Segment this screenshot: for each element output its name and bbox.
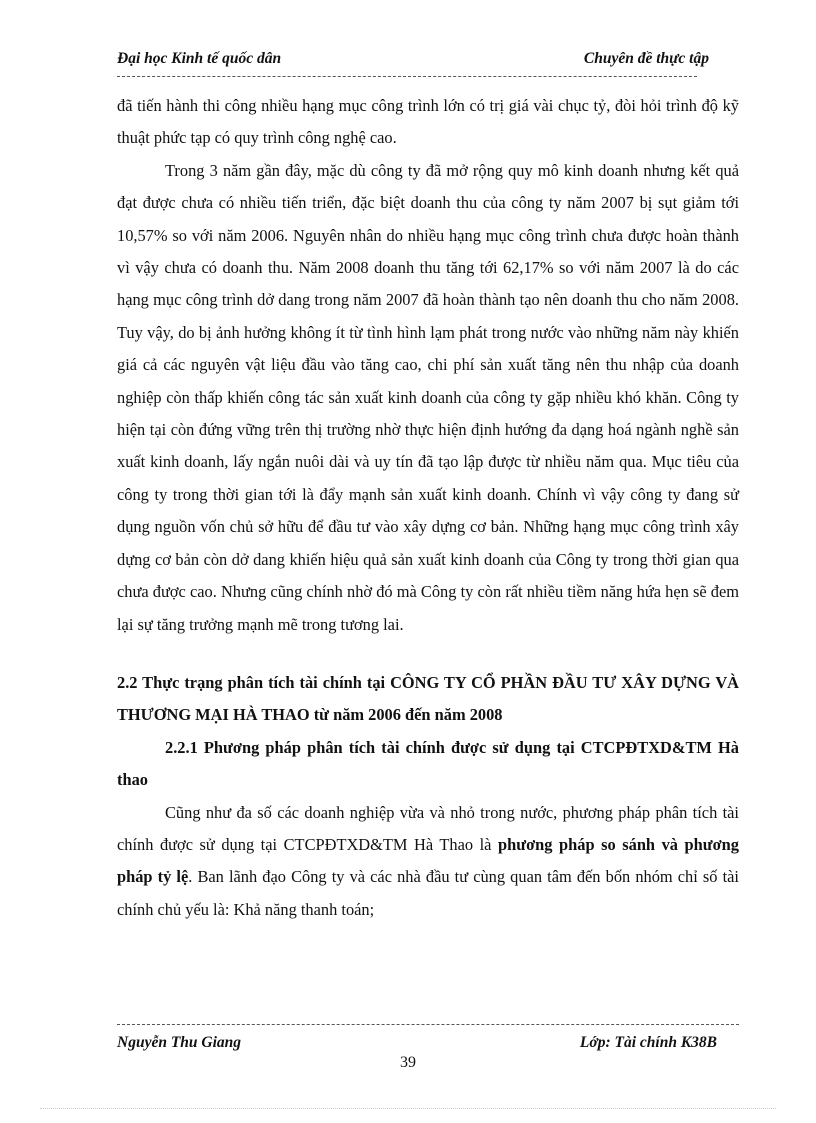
- page-body: [117, 90, 739, 926]
- paragraph-method-text-2: . Ban lãnh đạo Công ty và các nhà đầu tư cùng quan tâm đến bốn nhóm chỉ số tài chính chủ yếu là: Khả năng thanh toán;: [117, 867, 739, 919]
- page-bottom-edge: [40, 1108, 776, 1109]
- paragraph-method: [117, 797, 739, 927]
- page-footer: [117, 1034, 717, 1056]
- header-divider: [117, 76, 697, 77]
- header-university: Đại học Kinh tế quốc dân: [117, 50, 282, 67]
- page-number: 39: [400, 1054, 416, 1071]
- footer-class: Lớp: Tài chính K38B: [579, 1034, 717, 1051]
- footer-divider: [117, 1024, 739, 1025]
- subsection-heading: 2.2.1 Phương pháp phân tích tài chính được sử dụng tại CTCPĐTXD&TM Hà thao: [117, 737, 739, 790]
- header-document-type: Chuyên đề thực tập: [583, 50, 709, 67]
- section-heading: 2.2 Thực trạng phân tích tài chính tại CÔNG TY CỔ PHẦN ĐẦU TƯ XÂY DỰNG VÀ THƯƠNG MẠI HÀ THAO từ năm 2006 đến năm 2008: [117, 672, 739, 725]
- paragraph-revenue: Trong 3 năm gần đây, mặc dù công ty đã mở rộng quy mô kinh doanh nhưng kết quả đạt được chưa có nhiều tiến triển, đặc biệt doanh thu của công ty năm 2007 bị sụt giảm tới 10,57% so với năm 2006. Nguyên nhân do nhiều hạng mục công trình chưa được hoàn thành vì vậy chưa có doanh thu. Năm 2008 doanh thu tăng tới 62,17% so với năm 2007 là do các hạng mục công trình dở dang trong năm 2007 đã hoàn thành tạo nên doanh thu cho năm 2008. Tuy vậy, do bị ảnh hưởng không ít từ tình hình lạm phát trong nước vào những năm này khiến giá cả các nguyên vật liệu đầu vào tăng cao, chi phí sản xuất tăng nên thu nhập của doanh nghiệp còn thấp khiến công tác sản xuất kinh doanh của công ty gặp nhiều khó khăn. Công ty hiện tại còn đứng vững trên thị trường nhờ thực hiện định hướng đa dạng hoá ngành nghề sản xuất kinh doanh, lấy ngắn nuôi dài và uy tín đã tạo lập được từ nhiều năm qua. Mục tiêu của công ty trong thời gian tới là đẩy mạnh sản xuất kinh doanh. Chính vì vậy công ty đang sử dụng nguồn vốn chủ sở hữu để đầu tư vào xây dựng cơ bản. Những hạng mục công trình xây dựng cơ bản còn dở dang khiến hiệu quả sản xuất kinh doanh của Công ty trong thời gian qua chưa được cao. Nhưng cũng chính nhờ đó mà Công ty còn rất nhiều tiềm năng hứa hẹn sẽ đem lại sự tăng trưởng mạnh mẽ trong tương lai.: [117, 160, 739, 634]
- paragraph-continuation: đã tiến hành thi công nhiều hạng mục công trình lớn có trị giá vài chục tỷ, đòi hỏi trình độ kỹ thuật phức tạp có quy trình công nghệ cao.: [117, 96, 739, 148]
- page-header: [117, 50, 709, 72]
- paragraph-method-text-1: Cũng như đa số các doanh nghiệp vừa và nhỏ trong nước, phương pháp phân tích tài chính được sử dụng tại CTCPĐTXD&TM Hà Thao là: [117, 802, 739, 854]
- footer-author: Nguyễn Thu Giang: [117, 1034, 242, 1051]
- paragraph-method-bold: phương pháp so sánh và phương pháp tỷ lệ: [117, 834, 739, 887]
